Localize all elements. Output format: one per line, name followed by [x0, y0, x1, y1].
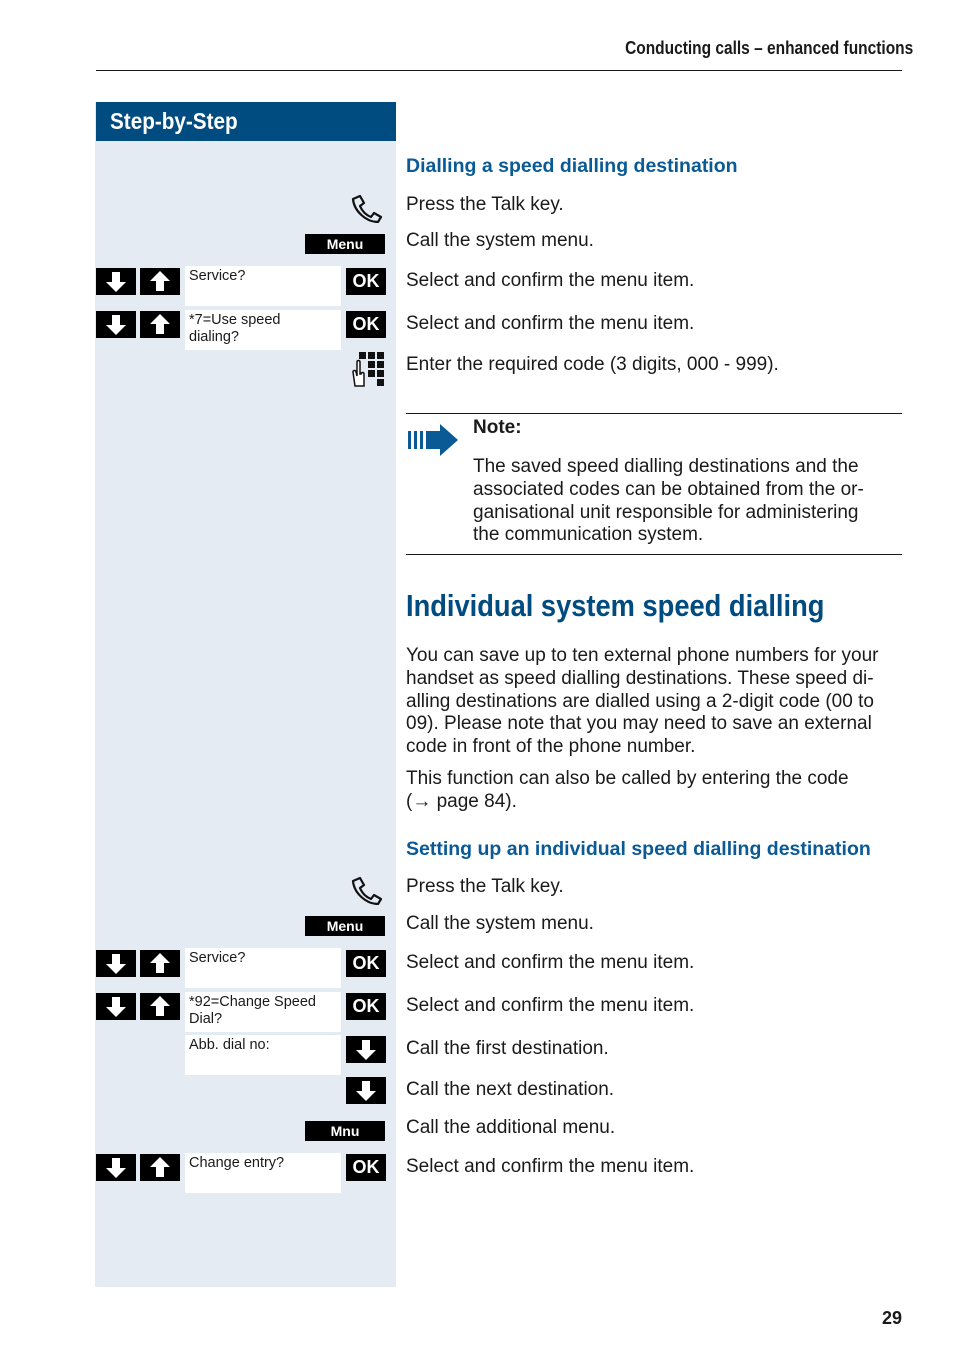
ok-key[interactable]: OK	[346, 950, 386, 977]
display-change-entry-text: Change entry?	[189, 1155, 285, 1171]
code-paragraph	[406, 768, 902, 814]
step-call-first: Call the first destination.	[406, 1038, 609, 1059]
arrow-up-key-icon[interactable]	[140, 950, 180, 977]
note-arrow-icon	[406, 423, 460, 462]
note-top-rule	[406, 413, 902, 414]
step-select-confirm: Select and confirm the menu item.	[406, 313, 695, 334]
step-call-menu: Call the system menu.	[406, 913, 594, 934]
note-line: the communication system.	[473, 524, 704, 546]
section-heading-setting-up: Setting up an individual speed dialling destination	[406, 838, 871, 860]
display-service	[185, 948, 341, 988]
menu-softkey[interactable]: Menu	[305, 234, 385, 254]
para-line: You can save up to ten external phone numbers for your	[406, 645, 879, 666]
para-line: code in front of the phone number.	[406, 736, 696, 758]
step-press-talk: Press the Talk key.	[406, 194, 564, 215]
display-service	[185, 266, 341, 306]
display-use-speed	[185, 310, 341, 350]
para-line: handset as speed dialling destinations. These speed di-	[406, 667, 874, 689]
display-service-text: Service?	[189, 268, 246, 284]
mnu-softkey[interactable]: Mnu	[305, 1121, 385, 1141]
ok-key[interactable]: OK	[346, 311, 386, 338]
talk-key-icon	[350, 875, 384, 910]
note-title: Note:	[473, 417, 522, 438]
note-line: associated codes can be obtained from the or-	[473, 478, 864, 500]
section-heading-dialling: Dialling a speed dialling destination	[406, 155, 738, 177]
display-abb-text: Abb. dial no:	[189, 1037, 270, 1053]
arrow-down-key-icon[interactable]	[346, 1036, 386, 1063]
step-call-menu: Call the system menu.	[406, 230, 594, 251]
step-call-additional: Call the additional menu.	[406, 1117, 616, 1138]
page-number: 29	[881, 1308, 902, 1328]
arrow-up-key-icon[interactable]	[140, 268, 180, 295]
display-service-text: Service?	[189, 950, 246, 966]
ok-key[interactable]: OK	[346, 268, 386, 295]
arrow-down-key-icon[interactable]	[346, 1077, 386, 1104]
step-select-confirm: Select and confirm the menu item.	[406, 952, 695, 973]
note-bottom-rule	[406, 554, 902, 555]
display-line: dialing?	[189, 329, 239, 345]
note-line: ganisational unit responsible for administering	[473, 501, 859, 523]
arrow-down-key-icon[interactable]	[96, 311, 136, 338]
talk-key-icon	[350, 193, 384, 228]
header-rule	[96, 70, 902, 71]
para-line: alling destinations are dialled using a 2-digit code (00 to	[406, 690, 874, 712]
running-header: Conducting calls – enhanced functions	[625, 38, 914, 58]
arrow-down-key-icon[interactable]	[96, 1154, 136, 1181]
display-line: *7=Use speed	[189, 312, 281, 328]
page-reference-link[interactable]: (→ page 84).	[406, 790, 517, 812]
display-line: Dial?	[189, 1011, 223, 1027]
step-select-confirm: Select and confirm the menu item.	[406, 1156, 695, 1177]
step-select-confirm: Select and confirm the menu item.	[406, 995, 695, 1016]
ok-key[interactable]: OK	[346, 993, 386, 1020]
menu-softkey[interactable]: Menu	[305, 916, 385, 936]
note-line: The saved speed dialling destinations and the	[473, 456, 859, 477]
note-body	[473, 456, 903, 547]
arrow-up-key-icon[interactable]	[140, 993, 180, 1020]
arrow-down-key-icon[interactable]	[96, 993, 136, 1020]
step-by-step-header	[96, 102, 396, 141]
ok-key[interactable]: OK	[346, 1154, 386, 1181]
arrow-down-key-icon[interactable]	[96, 950, 136, 977]
display-change-speed	[185, 992, 341, 1032]
para-line: This function can also be called by entering the code	[406, 768, 849, 789]
arrow-up-key-icon[interactable]	[140, 311, 180, 338]
section-title: Individual system speed dialling	[406, 588, 825, 623]
step-call-next: Call the next destination.	[406, 1079, 615, 1100]
display-line: *92=Change Speed	[189, 994, 316, 1010]
step-enter-code: Enter the required code (3 digits, 000 - 999).	[406, 354, 779, 375]
keypad-icon	[349, 350, 385, 393]
display-change-entry	[185, 1153, 341, 1193]
arrow-up-key-icon[interactable]	[140, 1154, 180, 1181]
intro-paragraph	[406, 645, 902, 759]
step-select-confirm: Select and confirm the menu item.	[406, 270, 695, 291]
step-press-talk: Press the Talk key.	[406, 876, 564, 897]
display-abb-dial	[185, 1035, 341, 1075]
para-line: 09). Please note that you may need to save an external	[406, 713, 872, 735]
step-by-step-title: Step-by-Step	[110, 108, 238, 134]
arrow-down-key-icon[interactable]	[96, 268, 136, 295]
